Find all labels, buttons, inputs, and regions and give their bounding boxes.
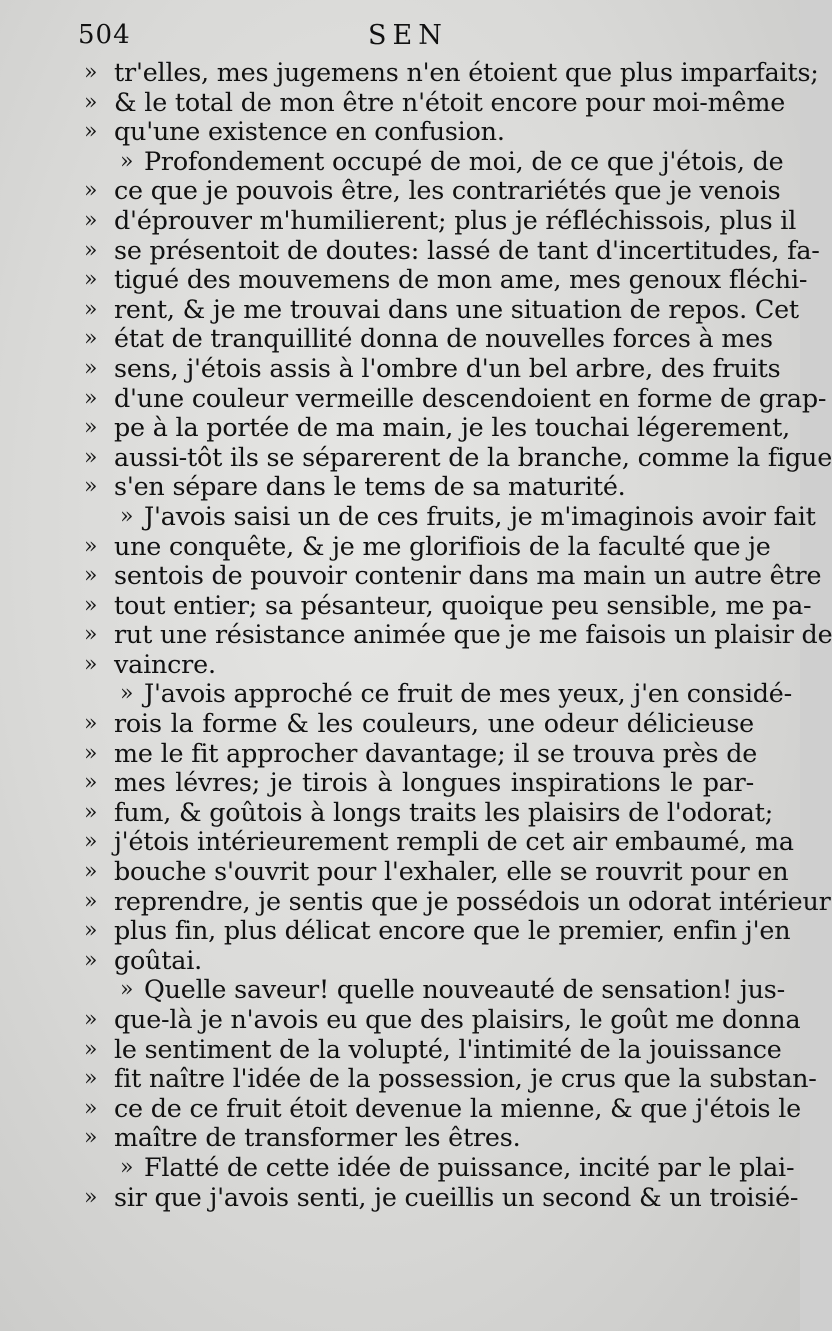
line-text: s'en sépare dans le tems de sa maturité. — [114, 471, 626, 502]
page-header — [78, 20, 758, 60]
quotation-mark: » — [84, 533, 98, 559]
quotation-mark: » — [84, 592, 98, 618]
line-text: reprendre, je sentis que je possédois un odorat intérieur — [114, 885, 831, 916]
text-line — [84, 974, 785, 1005]
quotation-mark: » — [84, 918, 98, 944]
quotation-mark: » — [84, 1066, 98, 1092]
line-text: pe à la portée de ma main, je les touchai légerement, — [114, 412, 791, 443]
line-text: rois la forme & les couleurs, une odeur délicieuse — [114, 708, 754, 739]
text-line — [84, 560, 822, 591]
line-text: fit naître l'idée de la possession, je crus que la substan- — [114, 1063, 817, 1094]
quotation-mark: » — [84, 770, 98, 796]
line-text: qu'une existence en confusion. — [114, 116, 505, 147]
line-text: ce que je pouvois être, les contrariétés que je venois — [114, 175, 781, 206]
quotation-mark: » — [84, 1125, 98, 1151]
running-head: SEN — [368, 20, 448, 51]
line-text: ce de ce fruit étoit devenue la mienne, & que j'étois le — [114, 1092, 801, 1123]
quotation-mark: » — [84, 474, 98, 500]
quotation-mark: » — [84, 859, 98, 885]
line-text: J'avois approché ce fruit de mes yeux, j'en considé- — [144, 678, 792, 709]
quotation-mark: » — [120, 977, 134, 1003]
quotation-mark: » — [84, 60, 98, 85]
line-text: tigué des mouvemens de mon ame, mes genoux fléchi- — [114, 264, 808, 295]
line-text: bouche s'ouvrit pour l'exhaler, elle se rouvrit pour en — [114, 856, 789, 887]
text-line — [84, 589, 812, 621]
line-text: & le total de mon être n'étoit encore pour moi-même — [114, 86, 786, 117]
text-line — [84, 650, 754, 680]
body-text — [84, 57, 832, 1212]
quotation-mark: » — [120, 503, 134, 529]
line-text: une conquête, & je me glorifiois de la faculté que je — [114, 530, 771, 561]
line-text: fum, & goûtois à longs traits les plaisirs de l'odorat; — [114, 796, 774, 827]
quotation-mark: » — [84, 207, 98, 233]
page-number: 504 — [78, 20, 131, 50]
line-text: rent, & je me trouvai dans une situation de repos. Cet — [114, 293, 799, 324]
line-text: goûtai. — [114, 944, 203, 975]
quotation-mark: » — [84, 326, 98, 352]
line-text: me le fit approcher davantage; il se trouva près de — [114, 737, 758, 768]
text-line — [84, 768, 754, 798]
line-text: plus fin, plus délicat encore que le premier, enfin j'en — [114, 915, 791, 946]
line-text: rut une résistance animée que je me faisois un plaisir de — [114, 619, 832, 650]
text-line — [84, 1092, 801, 1124]
line-text: tout entier; sa pésanteur, quoique peu sensible, me pa- — [114, 589, 812, 620]
text-line — [84, 117, 754, 147]
text-line — [84, 709, 754, 739]
quotation-mark: » — [84, 651, 98, 677]
text-line — [84, 885, 831, 917]
text-line — [84, 826, 794, 857]
line-text: d'une couleur vermeille descendoient en forme de grap- — [114, 382, 827, 413]
quotation-mark: » — [84, 1095, 98, 1121]
text-line — [84, 1151, 795, 1183]
line-text: tr'elles, mes jugemens n'en étoient que plus imparfaits; — [114, 57, 819, 87]
text-line — [84, 441, 832, 473]
quotation-mark: » — [84, 799, 98, 825]
text-line — [84, 946, 754, 976]
line-text: j'étois intérieurement rempli de cet air embaumé, ma — [114, 826, 794, 857]
quotation-mark: » — [84, 89, 98, 115]
text-line — [84, 382, 827, 414]
line-text: le sentiment de la volupté, l'intimité de la jouissance — [114, 1033, 782, 1064]
text-line — [84, 737, 758, 769]
line-text: d'éprouver m'humilierent; plus je réfléchissois, plus il — [114, 204, 797, 235]
line-text: sir que j'avois senti, je cueillis un second & un troisié- — [114, 1181, 799, 1212]
quotation-mark: » — [84, 267, 98, 293]
quotation-mark: » — [84, 444, 98, 470]
line-text: sens, j'étois assis à l'ombre d'un bel arbre, des fruits — [114, 352, 781, 383]
text-line — [84, 530, 771, 562]
text-line — [84, 856, 789, 887]
quotation-mark: » — [120, 681, 134, 707]
quotation-mark: » — [84, 296, 98, 322]
line-text: sentois de pouvoir contenir dans ma main un autre être — [114, 560, 822, 591]
quotation-mark: » — [84, 178, 98, 204]
text-line — [84, 234, 820, 266]
line-text: mes lévres; je tirois à longues inspirations le par- — [114, 767, 754, 798]
text-line — [84, 175, 781, 206]
quotation-mark: » — [84, 1007, 98, 1032]
text-line — [84, 204, 797, 236]
text-line — [84, 352, 781, 384]
quotation-mark: » — [84, 415, 98, 441]
line-text: maître de transformer les êtres. — [114, 1122, 521, 1153]
line-text: état de tranquillité donna de nouvelles forces à mes — [114, 323, 773, 354]
text-line — [84, 293, 799, 325]
quotation-mark: » — [84, 740, 98, 766]
line-text: que-là je n'avois eu que des plaisirs, le goût me donna — [114, 1004, 801, 1034]
quotation-mark: » — [120, 1154, 134, 1180]
quotation-mark: » — [84, 119, 98, 145]
line-text: vaincre. — [114, 648, 216, 679]
quotation-mark: » — [84, 1184, 98, 1210]
line-text: Quelle saveur! quelle nouveauté de sensation! jus- — [144, 974, 785, 1005]
text-line — [84, 86, 786, 118]
text-line — [84, 1004, 801, 1035]
quotation-mark: » — [84, 622, 98, 648]
quotation-mark: » — [84, 947, 98, 973]
quotation-mark: » — [84, 355, 98, 381]
text-line — [84, 1033, 782, 1065]
quotation-mark: » — [84, 888, 98, 914]
text-line — [84, 1181, 799, 1213]
text-line — [84, 1063, 817, 1094]
quotation-mark: » — [84, 829, 98, 855]
quotation-mark: » — [120, 148, 134, 174]
quotation-mark: » — [84, 237, 98, 263]
quotation-mark: » — [84, 563, 98, 589]
text-line — [84, 915, 791, 946]
text-line — [84, 678, 792, 709]
line-text: Flatté de cette idée de puissance, incité par le plai- — [144, 1151, 795, 1182]
line-text: se présentoit de doutes: lassé de tant d'incertitudes, fa- — [114, 234, 820, 265]
text-line — [84, 57, 819, 88]
text-line — [84, 323, 773, 354]
text-line — [84, 472, 754, 502]
quotation-mark: » — [84, 385, 98, 411]
text-line — [84, 500, 816, 532]
text-line — [84, 264, 808, 295]
line-text: Profondement occupé de moi, de ce que j'étois, de — [144, 145, 784, 176]
text-line — [84, 796, 774, 828]
line-text: J'avois saisi un de ces fruits, je m'imaginois avoir fait — [144, 500, 816, 531]
quotation-mark: » — [84, 1036, 98, 1062]
quotation-mark: » — [84, 711, 98, 737]
text-line — [84, 619, 832, 650]
text-line — [84, 1123, 754, 1153]
line-text: aussi-tôt ils se séparerent de la branche, comme la figue — [114, 441, 832, 472]
text-line — [84, 145, 784, 177]
text-line — [84, 412, 791, 443]
